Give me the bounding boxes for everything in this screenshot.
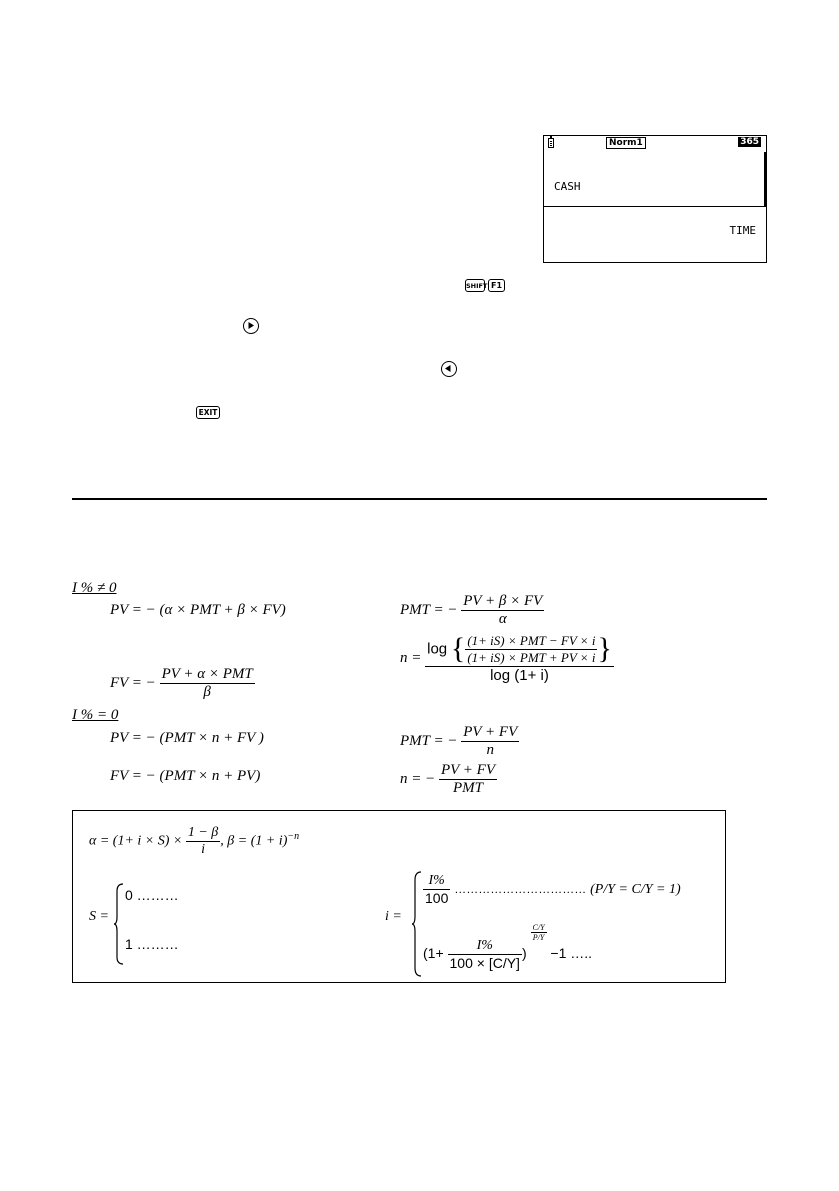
i-case1-numerator: I%: [428, 873, 445, 888]
left-arrow-key-icon: [441, 361, 457, 377]
case-header-zero: I % = 0: [72, 707, 119, 723]
alpha-denominator: i: [186, 841, 220, 858]
log-bottom: (1+ iS) × PMT + PV × i: [467, 649, 596, 665]
screen-line-time: TIME: [729, 224, 756, 237]
pmt-denominator: α: [461, 610, 544, 628]
log-word: log: [427, 640, 448, 658]
fv-prefix: FV = −: [110, 674, 156, 691]
log-top: (1+ iS) × PMT − FV × i: [467, 632, 596, 648]
status-bar: [544, 136, 766, 150]
i-case2-exp-den: P/Y: [531, 932, 547, 942]
alpha-prefix: α = (1+ i × S) ×: [89, 833, 183, 849]
pmt-zero-numerator: PV + FV: [463, 724, 518, 740]
formula-fv-zero: FV = − (PMT × n + PV): [110, 768, 261, 784]
beta-def: , β = (1 + i): [220, 833, 288, 849]
f1-key-icon: F1: [488, 279, 505, 292]
formula-pmt-zero: [400, 724, 519, 759]
i-case2-open: (1+: [423, 945, 444, 961]
days-indicator: 365: [740, 137, 759, 147]
i-case2-close: ): [521, 945, 527, 961]
exit-key-icon: EXIT: [196, 406, 220, 419]
n-zero-prefix: n = −: [400, 770, 436, 787]
i-case-one: [423, 873, 681, 906]
beta-exponent: −n: [287, 831, 300, 843]
battery-icon: [548, 138, 554, 148]
pmt-prefix: PMT = −: [400, 601, 458, 618]
case-header-nonzero: I % ≠ 0: [72, 580, 117, 596]
i-case1-condition: (P/Y = C/Y = 1): [590, 882, 681, 898]
formula-n-zero: [400, 762, 497, 797]
shift-key-icon: SHIFT: [465, 279, 485, 292]
i-case1-dots: ……………………………: [454, 882, 587, 897]
formula-pmt-nonzero: [400, 593, 544, 628]
pmt-zero-prefix: PMT = −: [400, 732, 458, 749]
n-prefix: n =: [400, 649, 422, 666]
log-denominator: log (1+ i): [425, 666, 614, 684]
fv-denominator: β: [160, 683, 255, 701]
definitions-box: [72, 810, 726, 983]
fv-numerator: PV + α × PMT: [161, 666, 253, 682]
i-label: i =: [385, 909, 402, 924]
right-arrow-key-icon: [243, 318, 259, 334]
i-case2-numerator: I%: [476, 937, 493, 953]
formula-pv-zero: PV = − (PMT × n + FV ): [110, 730, 264, 746]
i-brace: [411, 871, 423, 977]
formula-pv-nonzero: PV = − (α × PMT + β × FV): [110, 602, 286, 618]
formula-n-nonzero: [400, 632, 614, 684]
s-case-zero: 0 ………: [125, 887, 179, 903]
i-case2-tail: −1 …..: [550, 945, 593, 961]
pmt-zero-denominator: n: [461, 741, 519, 759]
alpha-numerator: 1 − β: [187, 825, 219, 840]
s-label: S =: [89, 909, 109, 924]
s-case-one: 1 ………: [125, 936, 179, 952]
left-brace: {: [450, 632, 466, 665]
calculator-screen: [543, 135, 767, 263]
n-zero-numerator: PV + FV: [441, 762, 496, 778]
pmt-numerator: PV + β × FV: [463, 593, 543, 609]
i-case2-exp-num: C/Y: [532, 923, 545, 932]
screen-line-cash: CASH: [554, 180, 581, 193]
mode-indicator: Norm1: [606, 137, 646, 149]
scroll-edge: [764, 152, 766, 206]
alpha-beta-definition: [89, 825, 299, 858]
screen-divider: [544, 206, 766, 207]
formula-fv-nonzero: [110, 666, 255, 701]
i-case1-denominator: 100: [425, 890, 449, 906]
i-case2-denominator: 100 × [C/Y]: [449, 954, 520, 971]
i-case-two: [423, 923, 592, 971]
section-divider: [72, 498, 767, 500]
n-zero-denominator: PMT: [439, 779, 497, 797]
right-brace: }: [597, 632, 612, 665]
s-brace: [113, 883, 125, 965]
